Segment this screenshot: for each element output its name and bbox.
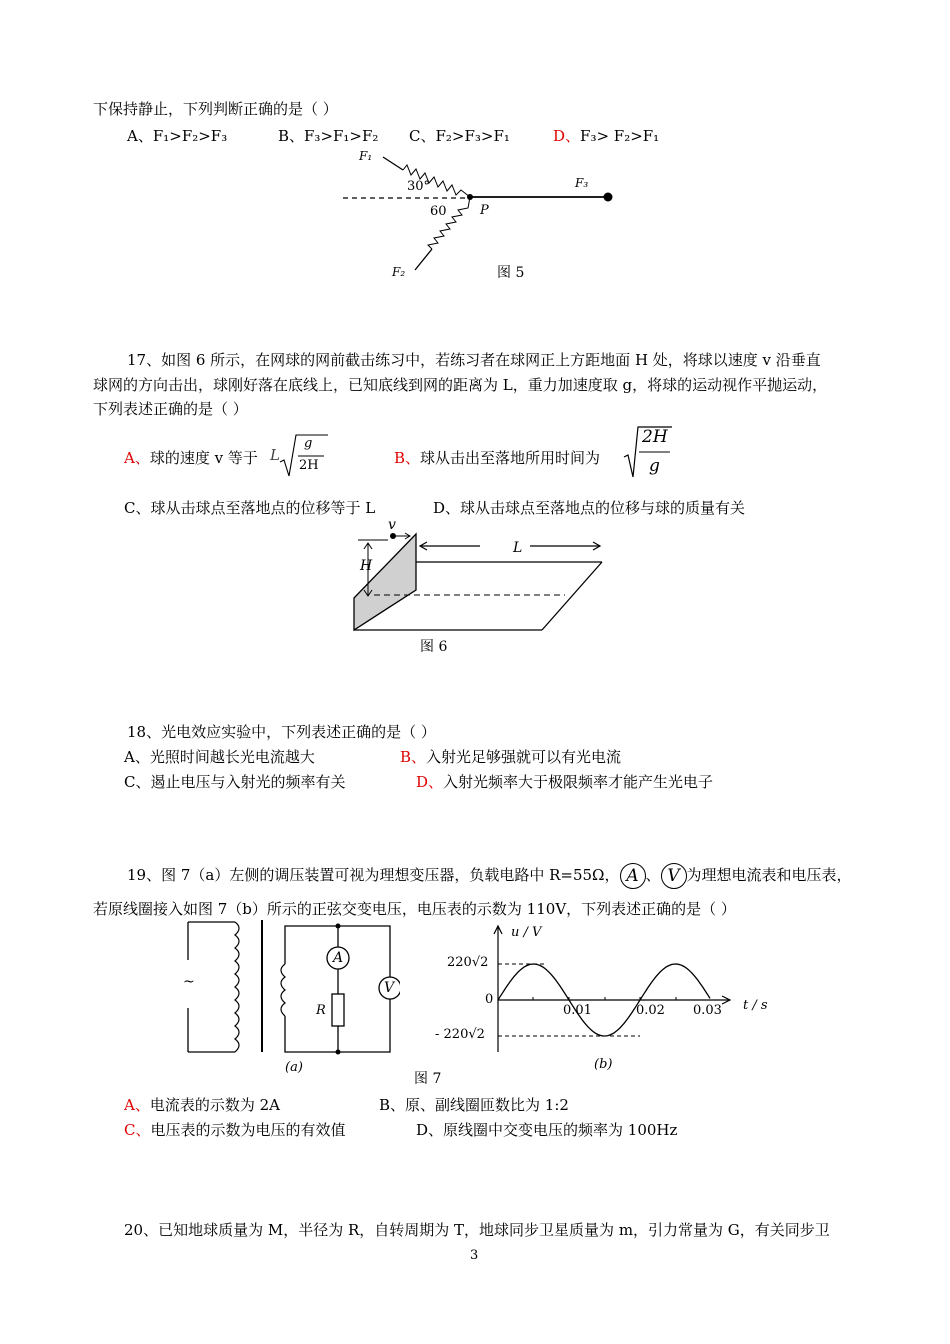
label-f1: F₁ bbox=[359, 149, 373, 163]
q17-option-b bbox=[394, 448, 600, 468]
q17-stem-line3: 下列表述正确的是（ ） bbox=[93, 400, 248, 418]
q18-option-d-letter: D、 bbox=[416, 773, 444, 791]
label-angle-60: 60 bbox=[430, 204, 447, 219]
ac-source-symbol: ~ bbox=[183, 974, 195, 990]
q17-option-b-text: 球从击出至落地所用时间为 bbox=[420, 449, 601, 467]
q19-option-d: D、原线圈中交变电压的频率为 100Hz bbox=[416, 1121, 678, 1139]
label-angle-30: 30° bbox=[407, 179, 431, 194]
q19-line1-pre: 19、图 7（a）左侧的调压装置可视为理想变压器，负载电路中 R=55Ω， bbox=[127, 866, 620, 884]
label-l: L bbox=[513, 540, 523, 556]
page-number: 3 bbox=[470, 1248, 479, 1263]
q19-option-a-letter: A、 bbox=[124, 1096, 150, 1114]
q16-option-d bbox=[553, 126, 659, 146]
f2-rod bbox=[415, 249, 432, 270]
ammeter-label: A bbox=[333, 950, 344, 966]
graph-y-zero: 0 bbox=[485, 992, 494, 1007]
figure-7a-label: (a) bbox=[285, 1060, 303, 1075]
q16-option-a: A、F₁>F₂>F₃ bbox=[127, 127, 228, 145]
q17-formula-b bbox=[622, 425, 674, 485]
graph-y-negative: - 220√2 bbox=[435, 1027, 485, 1042]
formula-a-num: g bbox=[304, 436, 313, 451]
ball-dot bbox=[390, 533, 396, 539]
f3-end-dot bbox=[604, 193, 613, 202]
q18-option-a: A、光照时间越长光电流越大 bbox=[124, 748, 315, 766]
figure-6-caption: 图 6 bbox=[420, 639, 448, 655]
figure-6-tennis-court bbox=[340, 518, 615, 638]
q17-option-a-text: 球的速度 v 等于 bbox=[149, 449, 258, 467]
q16-option-b: B、F₃>F₁>F₂ bbox=[278, 127, 379, 145]
q17-option-c: C、球从击球点至落地点的位移等于 L bbox=[124, 499, 376, 517]
q16-option-d-letter: D、 bbox=[553, 127, 581, 145]
ammeter-symbol: A bbox=[620, 863, 646, 889]
graph-y-positive: 220√2 bbox=[447, 955, 489, 970]
resistor-label: R bbox=[316, 1003, 326, 1018]
formula-a-coef: L bbox=[270, 446, 280, 464]
graph-xlabel: t / s bbox=[743, 998, 768, 1013]
q19-option-c-letter: C、 bbox=[124, 1121, 151, 1139]
graph-tick-0.02: 0.02 bbox=[636, 1003, 665, 1018]
q19-stem-line1 bbox=[127, 862, 852, 889]
q18-option-b-letter: B、 bbox=[400, 748, 427, 766]
q17-option-d: D、球从击球点至落地点的位移与球的质量有关 bbox=[433, 499, 746, 517]
q16-option-c: C、F₂>F₃>F₁ bbox=[409, 127, 510, 145]
q18-option-b bbox=[400, 747, 621, 767]
q19-sep: 、 bbox=[645, 866, 661, 884]
voltmeter-symbol: V bbox=[661, 863, 687, 889]
q17-option-b-letter: B、 bbox=[394, 449, 421, 467]
secondary-coil bbox=[281, 964, 285, 1016]
q18-option-d-text: 入射光频率大于极限频率才能产生光电子 bbox=[443, 773, 714, 791]
q19-option-b: B、原、副线圈匝数比为 1:2 bbox=[379, 1096, 569, 1114]
label-f3: F₃ bbox=[575, 176, 589, 190]
q19-option-c-text: 电压表的示数为电压的有效值 bbox=[150, 1121, 346, 1139]
q17-stem-line1: 17、如图 6 所示，在网球的网前截击练习中，若练习者在球网正上方距地面 H 处，将球以速度 v 沿垂直 bbox=[127, 351, 821, 369]
q18-option-b-text: 入射光足够强就可以有光电流 bbox=[426, 748, 622, 766]
q20-stem: 20、已知地球质量为 M，半径为 R，自转周期为 T，地球同步卫星质量为 m，引力常量为 G，有关同步卫 bbox=[124, 1221, 830, 1239]
voltmeter-label: V bbox=[384, 980, 395, 996]
formula-b-num: 2H bbox=[642, 427, 668, 447]
primary-coil bbox=[235, 922, 239, 1052]
figure-5-caption: 图 5 bbox=[497, 265, 525, 281]
figure-7b-label: (b) bbox=[594, 1057, 613, 1072]
q16-option-d-text: F₃> F₂>F₁ bbox=[580, 127, 660, 145]
q19-option-c bbox=[124, 1120, 346, 1140]
graph-tick-0.03: 0.03 bbox=[693, 1003, 722, 1018]
q17-option-a bbox=[124, 448, 258, 468]
q19-option-a-text: 电流表的示数为 2A bbox=[149, 1096, 280, 1114]
label-h: H bbox=[360, 558, 373, 574]
q18-option-d bbox=[416, 772, 713, 792]
q16-stem-tail: 下保持静止，下列判断正确的是（ ） bbox=[93, 100, 338, 118]
q19-stem-line2: 若原线圈接入如图 7（b）所示的正弦交变电压，电压表的示数为 110V，下列表述正确的是（ ） bbox=[93, 900, 736, 918]
graph-tick-0.01: 0.01 bbox=[563, 1003, 592, 1018]
label-f2: F₂ bbox=[392, 265, 406, 279]
q17-option-a-letter: A、 bbox=[124, 449, 150, 467]
q17-stem-line2: 球网的方向击出，球刚好落在底线上，已知底线到网的距离为 L，重力加速度取 g，将球的运动视作平抛运动， bbox=[93, 376, 828, 394]
q19-option-a bbox=[124, 1095, 280, 1115]
f1-rod bbox=[383, 157, 403, 170]
tennis-net bbox=[354, 534, 416, 630]
formula-b-den: g bbox=[649, 456, 660, 476]
q18-option-c: C、遏止电压与入射光的频率有关 bbox=[124, 773, 346, 791]
court-baseline bbox=[542, 562, 602, 630]
q17-formula-a bbox=[270, 432, 330, 484]
formula-a-den: 2H bbox=[299, 458, 319, 473]
q18-stem: 18、光电效应实验中，下列表述正确的是（ ） bbox=[127, 723, 436, 741]
q19-line1-post: 为理想电流表和电压表， bbox=[686, 866, 852, 884]
figure-7b-voltage-graph bbox=[440, 920, 740, 1060]
label-p: P bbox=[480, 203, 489, 218]
graph-ylabel: u / V bbox=[511, 925, 542, 940]
resistor-r bbox=[332, 994, 344, 1026]
figure-7a-circuit bbox=[180, 918, 400, 1058]
figure-7-caption: 图 7 bbox=[414, 1071, 442, 1087]
label-v: v bbox=[388, 517, 396, 533]
